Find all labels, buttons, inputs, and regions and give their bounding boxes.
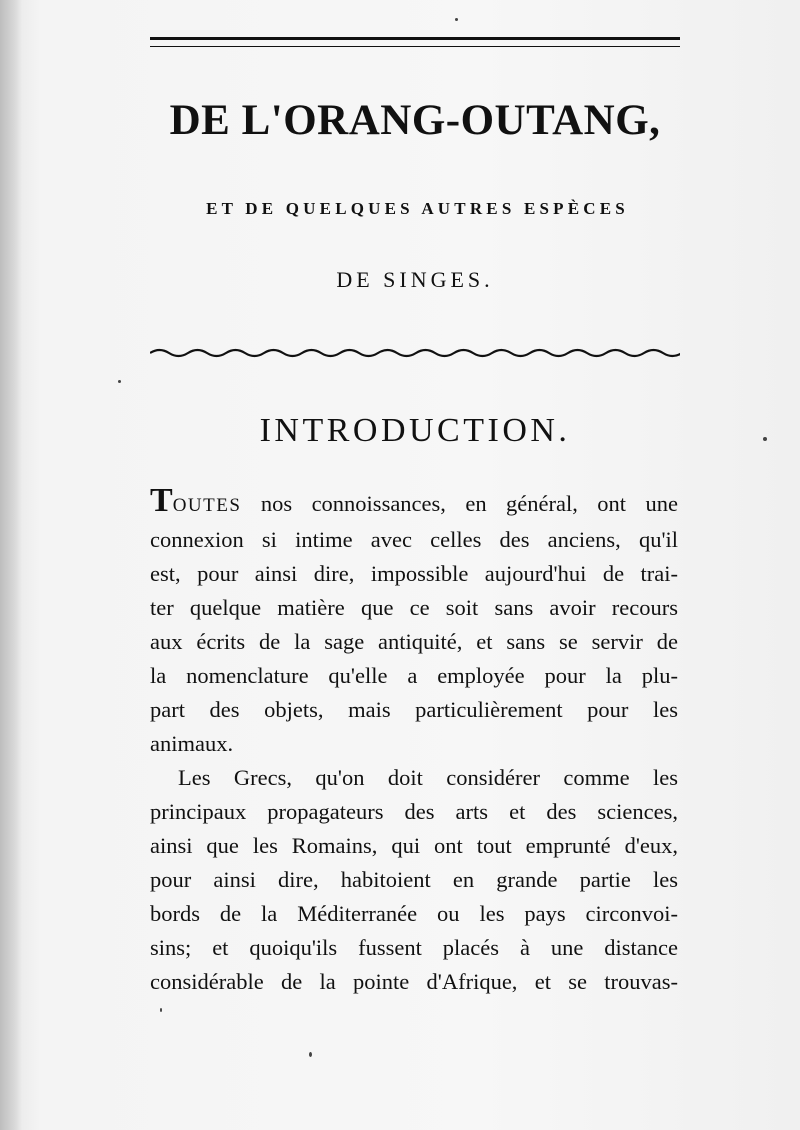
- page-title: DE L'ORANG-OUTANG,: [169, 97, 661, 144]
- text-line: sins; et quoiqu'ils fussent placés à une distance: [150, 935, 678, 960]
- page-subtitle: ET DE QUELQUES AUTRES ESPÈCES: [206, 199, 629, 218]
- text-line: ter quelque matière que ce soit sans avoir recours: [150, 595, 678, 620]
- text-line: est, pour ainsi dire, impossible aujourd'hui de trai-: [150, 561, 678, 586]
- page-subtitle-2: DE SINGES.: [336, 267, 494, 292]
- text-line: la nomenclature qu'elle a employée pour la plu-: [150, 663, 678, 688]
- text-line: [150, 482, 678, 523]
- dropcap-letter: T: [150, 482, 173, 519]
- text-line: connexion si intime avec celles des anciens, qu'il: [150, 527, 678, 552]
- paper-speck: [763, 437, 767, 441]
- header-double-rule: [150, 37, 680, 47]
- text-line: ainsi que les Romains, qui ont tout emprunté d'eux,: [150, 833, 678, 858]
- text-line: Les Grecs, qu'on doit considérer comme les: [178, 765, 678, 790]
- paper-speck: [455, 18, 458, 21]
- text-line-content: nos connoissances, en général, ont une: [241, 491, 678, 516]
- dropcap-word: [150, 482, 242, 519]
- paper-speck: [309, 1052, 312, 1057]
- text-line: considérable de la pointe d'Afrique, et se trouvas-: [150, 969, 678, 994]
- text-line: pour ainsi dire, habitoient en grande partie les: [150, 867, 678, 892]
- paper-speck: [160, 1008, 162, 1012]
- text-line: bords de la Méditerranée ou les pays circonvoi-: [150, 901, 678, 926]
- smallcaps-word: OUTES: [172, 495, 242, 516]
- wavy-ornament-rule: [150, 346, 680, 360]
- text-line: part des objets, mais particulièrement pour les: [150, 697, 678, 722]
- text-line: aux écrits de la sage antiquité, et sans se servir de: [150, 629, 678, 654]
- page-binding-edge: [0, 0, 22, 1130]
- text-line: animaux.: [150, 731, 234, 756]
- body-text: [150, 482, 678, 999]
- text-line: principaux propagateurs des arts et des sciences,: [150, 799, 678, 824]
- paper-speck: [118, 380, 121, 383]
- section-heading: INTRODUCTION.: [259, 412, 571, 449]
